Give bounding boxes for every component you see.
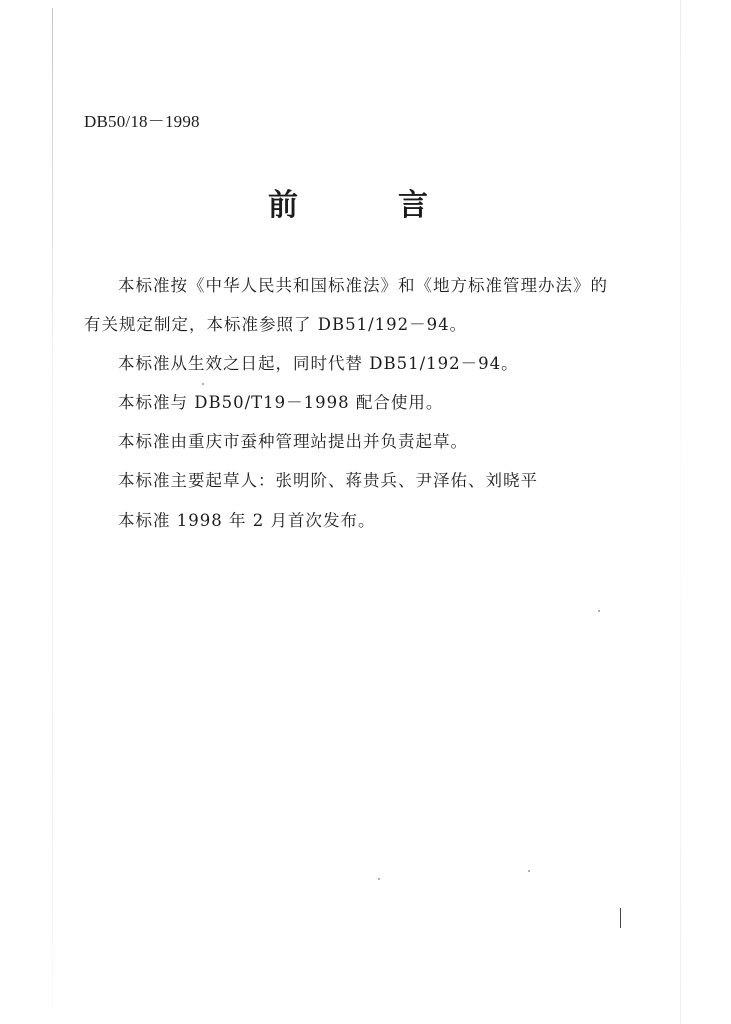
paragraph-3: 本标准与 DB50/T19－1998 配合使用。 (118, 393, 444, 412)
scan-edge-right (680, 0, 681, 1024)
paragraph-2: 本标准从生效之日起，同时代替 DB51/192－94。 (118, 354, 519, 373)
scan-speck (598, 610, 600, 612)
paragraph-5: 本标准主要起草人：张明阶、蒋贵兵、尹泽佑、刘晓平 (118, 471, 538, 490)
document-code: DB50/18－1998 (84, 112, 200, 131)
scan-edge-left (52, 8, 53, 1008)
title-char-1: 前 (268, 188, 298, 223)
scan-speck (528, 870, 530, 872)
scan-speck (202, 383, 204, 385)
paragraph-1-line-1: 本标准按《中华人民共和国标准法》和《地方标准管理办法》的 (118, 276, 608, 295)
paragraph-6: 本标准 1998 年 2 月首次发布。 (118, 511, 376, 530)
paragraph-4: 本标准由重庆市蚕种管理站提出并负责起草。 (118, 432, 468, 451)
title-char-2: 言 (398, 188, 428, 223)
scan-speck (378, 878, 380, 880)
page-title (0, 186, 731, 226)
scan-mark (620, 908, 621, 928)
paragraph-1-line-2: 有关规定制定，本标准参照了 DB51/192－94。 (84, 315, 468, 334)
